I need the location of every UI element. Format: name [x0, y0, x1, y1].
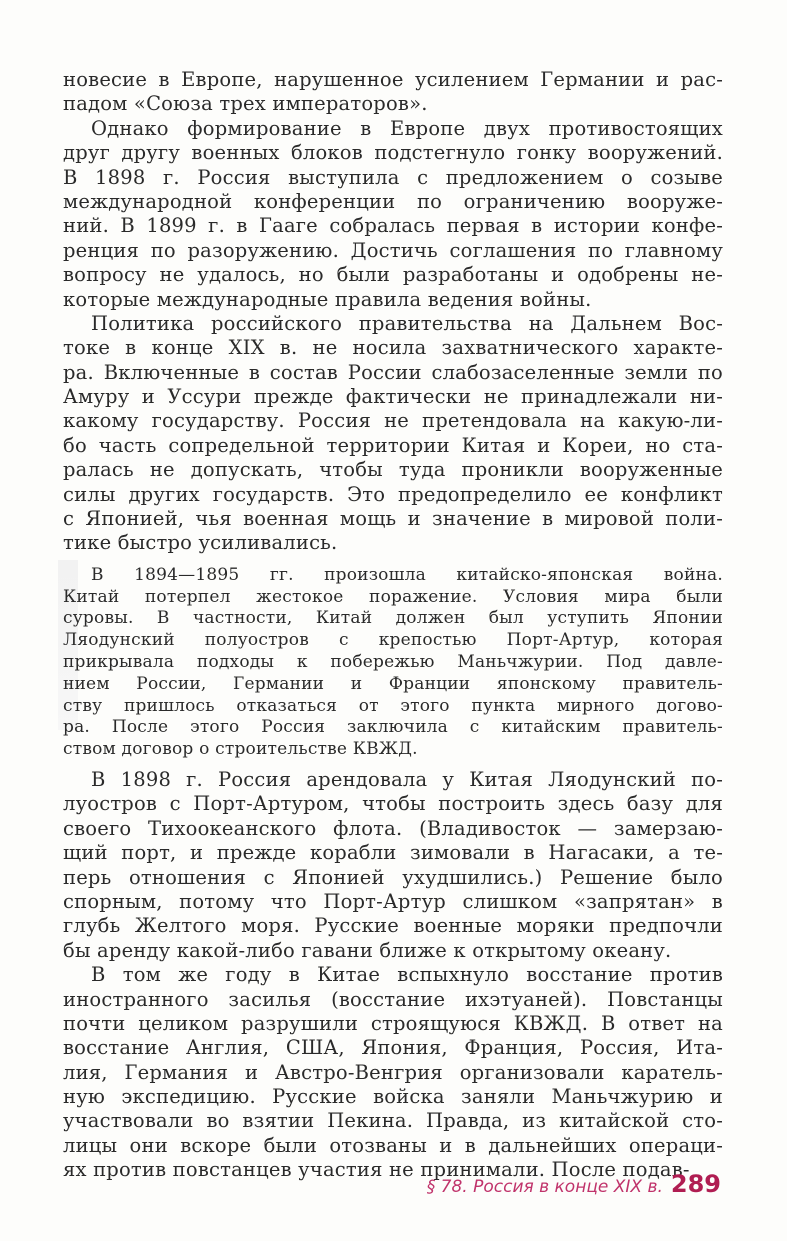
page-number: 289: [670, 1170, 721, 1198]
text-line: своего Тихоокеанского флота. (Владивосток — замерзаю-: [63, 816, 723, 840]
text-line: щий порт, и прежде корабли зимовали в Нагасаки, а те-: [63, 841, 723, 865]
aside-paragraph: [63, 565, 723, 761]
paragraphs-bottom: [63, 768, 723, 1183]
paragraph: [63, 768, 723, 963]
text-line: ренция по разоружению. Достичь соглашения по главному: [63, 238, 723, 262]
text-line: тике быстро усиливались.: [63, 531, 338, 555]
page-footer: [427, 1170, 721, 1198]
paragraph: [63, 963, 723, 1183]
text-line: токе в конце XIX в. не носила захватнического характе-: [63, 336, 723, 360]
text-line: ях против повстанцев участия не принимали. После подав-: [63, 1158, 690, 1182]
text-line: лицы они вскоре были отозваны и в дальнейших операци-: [63, 1133, 723, 1157]
text-line: Китай потерпел жестокое поражение. Условия мира были: [63, 586, 723, 607]
text-line: суровы. В частности, Китай должен был уступить Японии: [63, 608, 723, 629]
text-line: друг другу военных блоков подстегнуло гонку вооружений.: [63, 141, 723, 165]
page-body: [63, 68, 723, 1183]
paragraph: [63, 312, 723, 556]
text-line: участвовали во взятии Пекина. Правда, из китайской сто-: [63, 1109, 723, 1133]
text-line: какому государству. Россия не претендовала на какую-ли-: [63, 409, 723, 433]
paragraphs-top: [63, 68, 723, 556]
text-line: которые международные правила ведения войны.: [63, 287, 592, 311]
text-line: с Японией, чья военная мощь и значение в мировой поли-: [63, 507, 723, 531]
text-line: ную экспедицию. Русские войска заняли Маньчжурию и: [63, 1085, 723, 1109]
paragraph: [63, 68, 723, 117]
text-line: падом «Союза трех императоров».: [63, 92, 428, 116]
text-line: ством договор о строительстве КВЖД.: [63, 739, 418, 760]
text-line: прикрывала подходы к побережью Маньчжурии. Под давле-: [63, 652, 723, 672]
text-line: бо часть сопредельной территории Китая и Кореи, но ста-: [63, 433, 723, 457]
text-line: вопросу не удалось, но были разработаны и одобрены не-: [63, 263, 723, 287]
text-line: В 1898 г. Россия выступила с предложением о созыве: [63, 165, 723, 189]
text-line: бы аренду какой-либо гавани ближе к открытому океану.: [63, 938, 672, 962]
text-line: силы других государств. Это предопределило ее конфликт: [63, 482, 723, 506]
text-line: луостров с Порт-Артуром, чтобы построить здесь базу для: [63, 792, 723, 816]
text-line: ралась не допускать, чтобы туда проникли вооруженные: [63, 458, 723, 482]
text-line: ству пришлось отказаться от этого пункта мирного догово-: [63, 695, 723, 716]
text-line: ра. Включенные в состав России слабозаселенные земли по: [63, 360, 723, 384]
text-line: нием России, Германии и Франции японскому правитель-: [63, 673, 723, 694]
paragraph: [63, 117, 723, 312]
running-head: § 78. Россия в конце XIX в.: [426, 1177, 663, 1197]
aside-block: [63, 565, 723, 761]
text-line: Ляодунский полуостров с крепостью Порт-Артур, которая: [63, 630, 723, 651]
text-line: спорным, потому что Порт-Артур слишком «запрятан» в: [63, 889, 723, 913]
text-line: Однако формирование в Европе двух противостоящих: [91, 116, 723, 140]
text-line: перь отношения с Японией ухудшились.) Решение было: [63, 865, 723, 889]
text-line: международной конференции по ограничению вооруже-: [63, 189, 723, 213]
text-line: лия, Германия и Австро-Венгрия организовали каратель-: [63, 1060, 723, 1084]
text-line: ра. После этого Россия заключила с китайским правитель-: [63, 717, 723, 738]
text-line: восстание Англия, США, Япония, Франция, Россия, Ита-: [63, 1036, 723, 1060]
text-line: Политика российского правительства на Дальнем Вос-: [91, 311, 723, 335]
text-line: В 1894—1895 гг. произошла китайско-японская война.: [91, 564, 723, 585]
text-line: глубь Желтого моря. Русские военные моряки предпочли: [63, 914, 723, 938]
text-line: почти целиком разрушили строящуюся КВЖД. В ответ на: [63, 1011, 723, 1035]
text-line: Амуру и Уссури прежде фактически не принадлежали ни-: [63, 385, 723, 409]
text-line: иностранного засилья (восстание ихэтуаней). Повстанцы: [63, 987, 723, 1011]
text-line: новесие в Европе, нарушенное усилением Германии и рас-: [63, 68, 723, 91]
text-line: В том же году в Китае вспыхнуло восстание против: [91, 963, 723, 987]
text-line: В 1898 г. Россия арендовала у Китая Ляодунский по-: [91, 767, 723, 791]
text-line: ний. В 1899 г. в Гааге собралась первая в истории конфе-: [63, 214, 723, 238]
